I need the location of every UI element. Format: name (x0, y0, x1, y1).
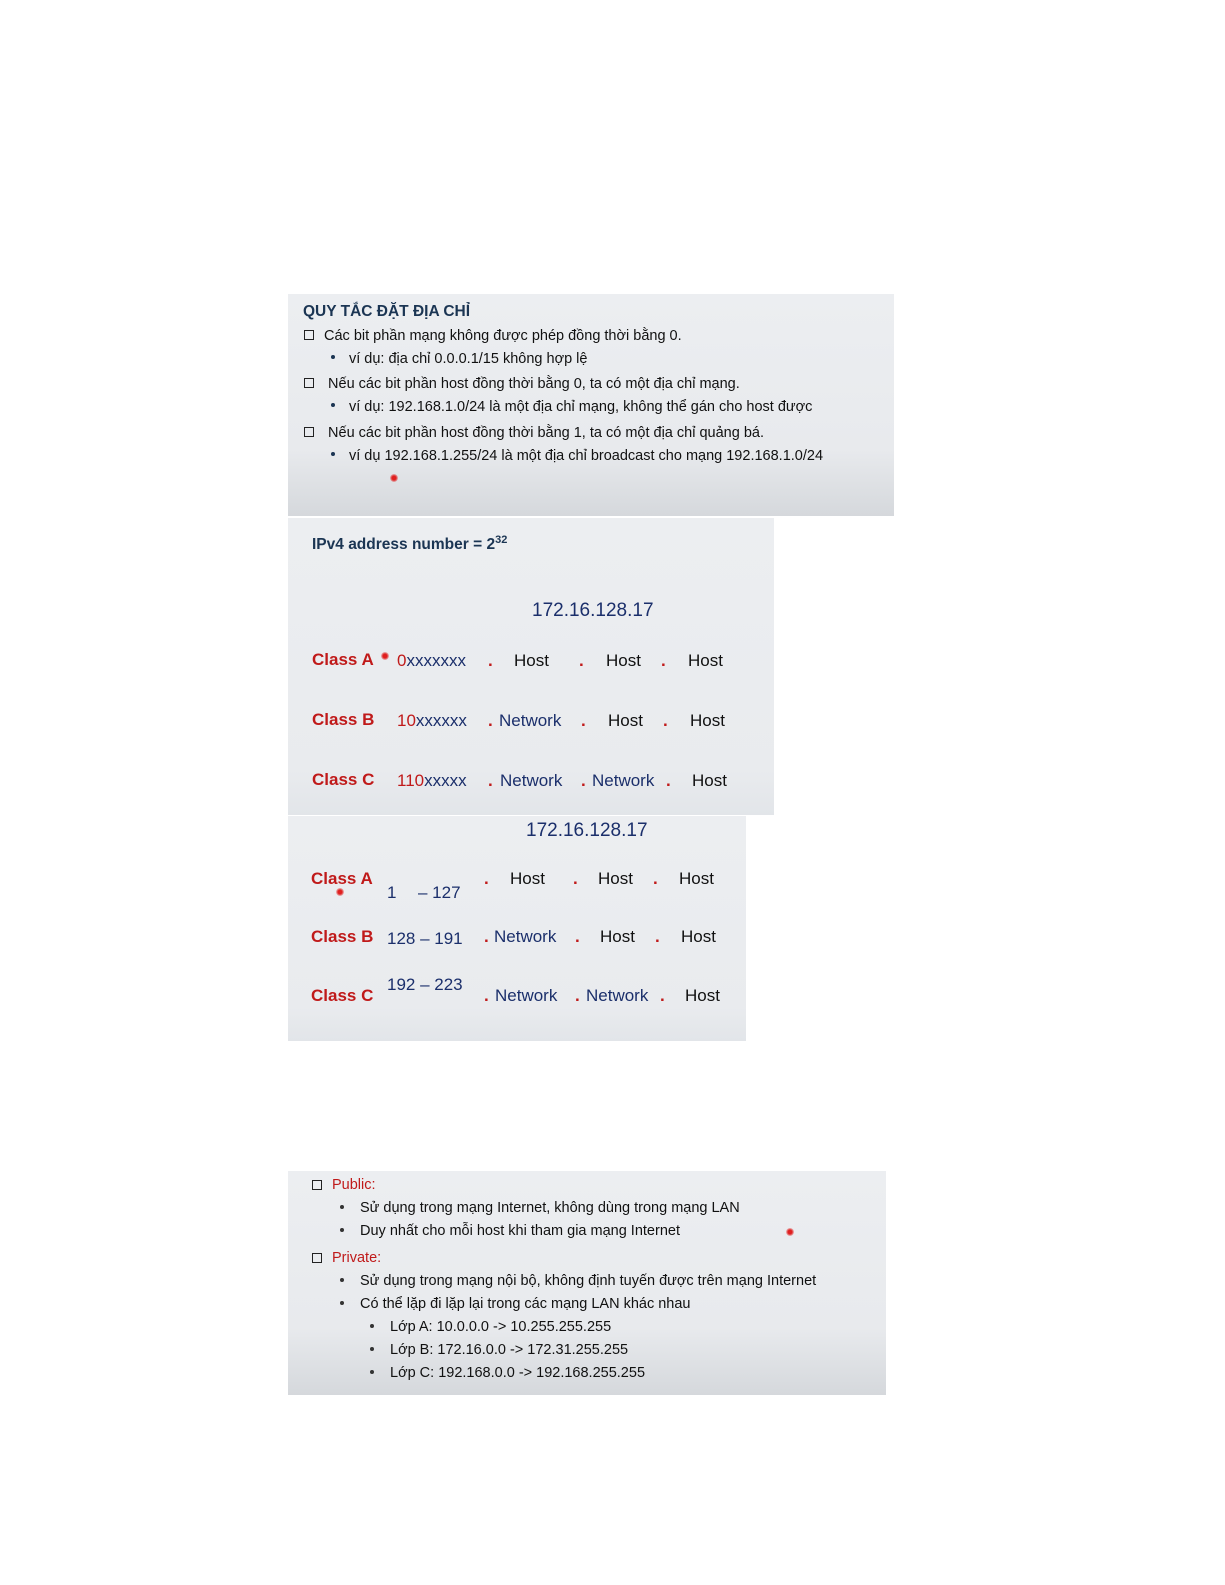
octet-part: Network (592, 771, 655, 790)
octet-part: Network (494, 927, 557, 946)
slide-ipv4-classes-ranges (288, 816, 746, 1041)
dot-separator: . (573, 869, 578, 888)
slide-title: QUY TẮC ĐẶT ĐỊA CHỈ (303, 303, 471, 320)
octet-part: Host (692, 771, 727, 790)
dot-separator: . (660, 986, 665, 1005)
octet-part: Host (690, 711, 725, 730)
class-label: Class A (311, 869, 373, 888)
octet-part: Host (600, 927, 635, 946)
checkbox-bullet-icon (304, 330, 314, 340)
checkbox-bullet-icon (304, 378, 314, 388)
rule-1-example: ví dụ: địa chỉ 0.0.0.1/15 không hợp lệ (331, 351, 587, 367)
rule-3-example: ví dụ 192.168.1.255/24 là một địa chỉ broadcast cho mạng 192.168.1.0/24 (331, 448, 823, 464)
bullet-icon (370, 1347, 374, 1351)
class-range: 192 – 223 (387, 975, 463, 994)
example-address: 172.16.128.17 (532, 600, 654, 621)
dot-separator: . (488, 651, 493, 670)
octet-part: Network (499, 711, 562, 730)
class-label: Class C (312, 770, 375, 789)
bullet-icon (331, 452, 335, 456)
octet-part: Host (679, 869, 714, 888)
octet-part: Host (688, 651, 723, 670)
dot-separator: . (661, 651, 666, 670)
laser-pointer-dot (381, 652, 389, 660)
bullet-icon (370, 1370, 374, 1374)
bullet-icon (331, 355, 335, 359)
rule-2: Nếu các bit phần host đồng thời bằng 0, ta có một địa chỉ mạng. (304, 376, 740, 392)
bullet-icon (340, 1205, 344, 1209)
dot-separator: . (666, 771, 671, 790)
public-heading: Public: (312, 1177, 376, 1193)
bullet-icon (331, 403, 335, 407)
octet-part: Host (510, 869, 545, 888)
private-heading: Private: (312, 1250, 381, 1266)
dot-separator: . (488, 711, 493, 730)
slide-addressing-rules (288, 294, 894, 516)
bullet-icon (340, 1278, 344, 1282)
bullet-icon (370, 1324, 374, 1328)
octet-part: Network (495, 986, 558, 1005)
octet-part: Host (514, 651, 549, 670)
range-item: Lớp A: 10.0.0.0 -> 10.255.255.255 (370, 1319, 611, 1335)
checkbox-bullet-icon (304, 427, 314, 437)
range-item: Lớp C: 192.168.0.0 -> 192.168.255.255 (370, 1365, 645, 1381)
laser-pointer-dot (786, 1228, 794, 1236)
octet-part: Host (606, 651, 641, 670)
example-address: 172.16.128.17 (526, 820, 648, 841)
list-item: Duy nhất cho mỗi host khi tham gia mạng Internet (340, 1223, 680, 1239)
laser-pointer-dot (390, 474, 398, 482)
dot-separator: . (484, 986, 489, 1005)
rule-2-example: ví dụ: 192.168.1.0/24 là một địa chỉ mạng, không thể gán cho host được (331, 399, 812, 415)
range-high: – 127 (418, 883, 461, 902)
rule-3: Nếu các bit phần host đồng thời bằng 1, ta có một địa chỉ quảng bá. (304, 425, 764, 441)
octet-part: Network (500, 771, 563, 790)
dot-separator: . (653, 869, 658, 888)
class-label: Class A (312, 650, 374, 669)
class-label: Class B (312, 710, 375, 729)
class-label: Class B (311, 927, 374, 946)
dot-separator: . (484, 869, 489, 888)
class-bits: 10xxxxxx (397, 711, 467, 730)
laser-pointer-dot (336, 888, 344, 896)
list-item: Có thể lặp đi lặp lại trong các mạng LAN khác nhau (340, 1296, 690, 1312)
dot-separator: . (575, 986, 580, 1005)
dot-separator: . (663, 711, 668, 730)
slide-public-private (288, 1171, 886, 1395)
octet-part: Host (598, 869, 633, 888)
class-bits: 110xxxxx (397, 771, 467, 790)
dot-separator: . (484, 927, 489, 946)
rule-1: Các bit phần mạng không được phép đồng thời bằng 0. (304, 328, 682, 344)
dot-separator: . (488, 771, 493, 790)
octet-part: Host (681, 927, 716, 946)
range-item: Lớp B: 172.16.0.0 -> 172.31.255.255 (370, 1342, 628, 1358)
dot-separator: . (579, 651, 584, 670)
dot-separator: . (581, 711, 586, 730)
octet-part: Host (685, 986, 720, 1005)
octet-part: Network (586, 986, 649, 1005)
dot-separator: . (581, 771, 586, 790)
dot-separator: . (575, 927, 580, 946)
slide-ipv4-classes-bits (288, 518, 774, 815)
octet-part: Host (608, 711, 643, 730)
class-bits: 0xxxxxxx (397, 651, 466, 670)
list-item: Sử dụng trong mạng nội bộ, không định tuyến được trên mạng Internet (340, 1273, 816, 1289)
range-low: 1 (387, 883, 397, 902)
dot-separator: . (655, 927, 660, 946)
bullet-icon (340, 1228, 344, 1232)
checkbox-bullet-icon (312, 1180, 322, 1190)
class-label: Class C (311, 986, 374, 1005)
list-item: Sử dụng trong mạng Internet, không dùng trong mạng LAN (340, 1200, 740, 1216)
bullet-icon (340, 1301, 344, 1305)
checkbox-bullet-icon (312, 1253, 322, 1263)
class-range: 128 – 191 (387, 929, 463, 948)
ipv4-heading: IPv4 address number = $2^{32}$ (312, 534, 508, 554)
